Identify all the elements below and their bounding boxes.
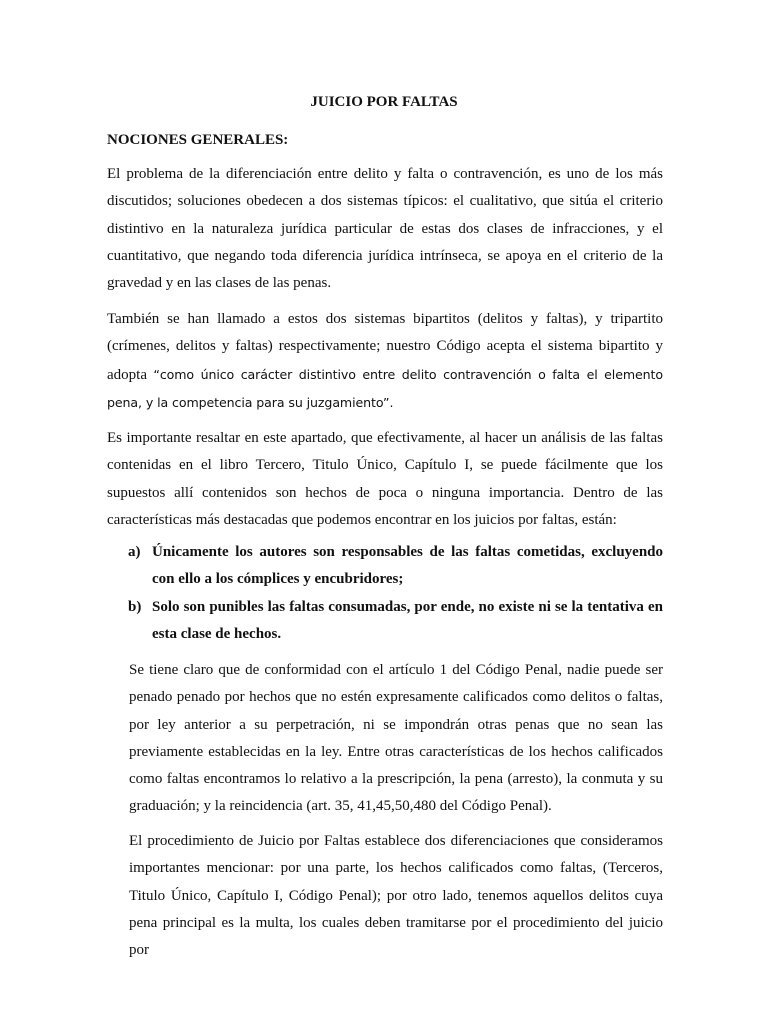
list-item-text: Únicamente los autores son responsables de las faltas cometidas, excluyendo con ello a los cómplices y encubridores; bbox=[152, 544, 663, 588]
list-marker: b) bbox=[128, 598, 142, 615]
paragraph-1: El problema de la diferenciación entre delito y falta o contravención, es uno de los más discutidos; soluciones obedecen a dos sistemas típicos: el cualitativo, que sitúa el criterio distintivo en la naturaleza jurídica particular de estas dos clases de infracciones, y el cuantitativo, que negando toda diferencia jurídica intrínseca, se apoya en el criterio de la gravedad y en las clases de las penas. bbox=[107, 166, 663, 292]
list-item-text: Solo son punibles las faltas consumadas, por ende, no existe ni se la tentativa en esta clase de hechos. bbox=[152, 598, 663, 642]
list-marker: a) bbox=[128, 544, 141, 560]
document-title: JUICIO POR FALTAS bbox=[310, 94, 458, 110]
characteristics-list bbox=[128, 539, 663, 648]
paragraph-5: El procedimiento de Juicio por Faltas establece dos diferenciaciones que consideramos importantes mencionar: por una parte, los hechos calificados como faltas, (Terceros, Titulo Único, Capítulo I, Código Penal); por otro lado, tenemos aquellos delitos cuya pena principal es la multa, los cuales deben tramitarse por el procedimiento del juicio por bbox=[129, 833, 663, 959]
paragraph-2 bbox=[107, 306, 663, 417]
paragraph-2-intro: También se han llamado a estos dos sistemas bipartitos (delitos y faltas), y tripartito (crímenes, delitos y faltas) respectivamente; nuestro Código acepta el sistema bipartito y adopta bbox=[107, 311, 663, 383]
list-item bbox=[128, 539, 663, 594]
section-heading: NOCIONES GENERALES: bbox=[107, 132, 289, 148]
paragraph-4: Se tiene claro que de conformidad con el artículo 1 del Código Penal, nadie puede ser penado penado por hechos que no estén expresamente calificados como delitos o faltas, por ley anterior a su perpetración, ni se impondrán otras penas que no sean las previamente establecidas en la ley. Entre otras características de los hechos calificados como faltas encontramos lo relativo a la prescripción, la pena (arresto), la conmuta y su graduación; y la reincidencia (art. 35, 41,45,50,480 del Código Penal). bbox=[129, 662, 663, 815]
list-item bbox=[128, 594, 663, 649]
paragraph-3: Es importante resaltar en este apartado, que efectivamente, al hacer un análisis de las faltas contenidas en el libro Tercero, Titulo Único, Capítulo I, se puede fácilmente que los supuestos allí contenidos son hechos de poca o ninguna importancia. Dentro de las características más destacadas que podemos encontrar en los juicios por faltas, están: bbox=[107, 430, 663, 528]
paragraph-2-quote: “como único carácter distintivo entre delito contravención o falta el elemento pena, y la competencia para su juzgamiento”. bbox=[107, 366, 663, 410]
